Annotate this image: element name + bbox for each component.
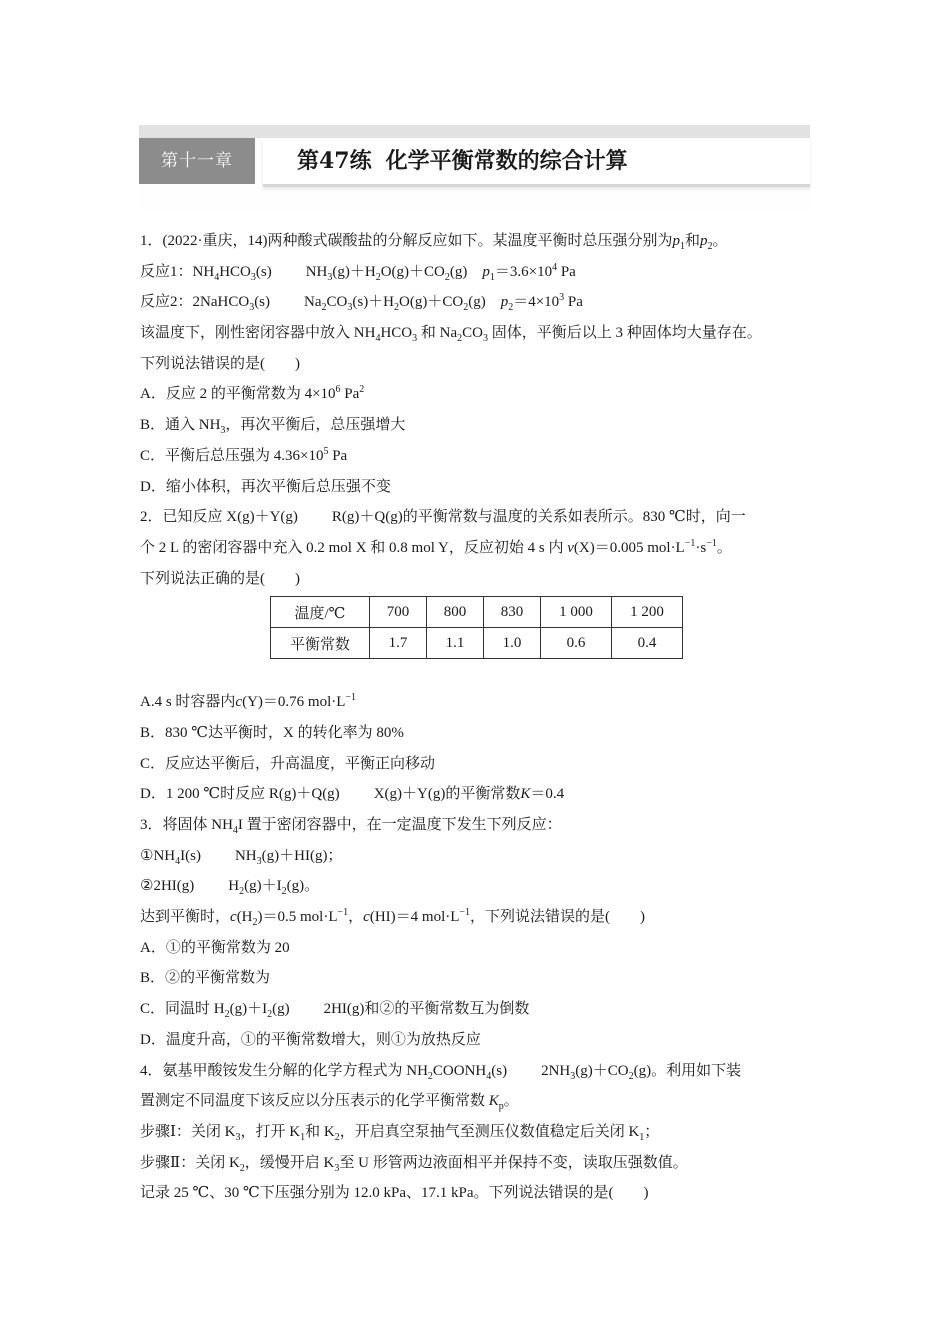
q2-option-b: B．830 ℃达平衡时，X 的转化率为 80% [140, 724, 404, 741]
banner-top-strip [139, 125, 810, 138]
chapter-banner [139, 125, 810, 220]
q1-option-a: A．反应 2 的平衡常数为 $4\times 10^6$ Pa$^2$ [140, 384, 365, 403]
table-cell: 800 [427, 597, 484, 628]
q2-option-c: C．反应达平衡后，升高温度，平衡正向移动 [140, 755, 436, 772]
table-cell: 0.4 [612, 628, 683, 659]
q2-stem-1: 2．已知反应 X(g)＋Y(g) R(g)＋Q(g)的平衡常数与温度的关系如表所示。830 ℃时，向一 [140, 509, 746, 526]
q1-reaction-1: 反应1：$NH_4HCO_3(s)$ $NH_3(g)+H_2O(g)+CO_2(g)$ $p_1=3.6\times 10^4$ Pa [140, 261, 576, 283]
q1-ask: 下列说法错误的是( ) [140, 355, 300, 372]
q3-reaction-1: $①NH_4I(s)$ $NH_3(g)+HI(g)$； [140, 847, 343, 867]
q2-option-d: D．1 200 ℃时反应 R(g)＋Q(g) X(g)＋Y(g)的平衡常数K＝0.4 [140, 786, 565, 803]
title-box [263, 138, 810, 187]
table-row [271, 628, 683, 659]
q2-ask: 下列说法正确的是( ) [140, 570, 300, 587]
q1-stem: 1．(2022·重庆，14)两种酸式碳酸盐的分解反应如下。某温度平衡时总压强分别为$p_1$和$p_2$。 [140, 233, 728, 252]
q4-stem-2: 置测定不同温度下该反应以分压表示的化学平衡常数 $K_p$。 [140, 1093, 519, 1113]
q1-option-b: B．通入 $NH_3$，再次平衡后，总压强增大 [140, 417, 406, 437]
table-cell: 1 200 [612, 597, 683, 628]
chapter-label: 第十一章 [139, 138, 255, 184]
question-content [140, 226, 830, 1209]
q1-option-d: D．缩小体积，再次平衡后总压强不变 [140, 478, 391, 495]
table-header-row [271, 597, 683, 628]
q1-option-c: C．平衡后总压强为 $4.36\times 10^5$ Pa [140, 445, 348, 464]
q2-stem-2: 个 2 L 的密闭容器中充入 0.2 mol X 和 0.8 mol Y，反应初始 4 s 内 v(X)＝0.005 $mol\cdot L^{-1}\cdot s^{-1}$。 [140, 537, 732, 556]
lesson-number: 第47练 [297, 148, 372, 174]
q2-option-a: A.4 s 时容器内c(Y)＝0.76 $mol\cdot L^{-1}$ [140, 692, 357, 711]
table-cell: 1.0 [484, 628, 541, 659]
q3-stem: 3．将固体 $NH_4I$ 置于密闭容器中，在一定温度下发生下列反应： [140, 817, 562, 836]
table-cell: 0.6 [541, 628, 612, 659]
q4-ask: 记录 25 ℃、30 ℃下压强分别为 12.0 kPa、17.1 kPa。下列说法错误的是( ) [140, 1185, 649, 1202]
table-cell: 830 [484, 597, 541, 628]
q4-step-2: 步骤Ⅱ：关闭 $K_2$，缓慢开启 $K_3$至 U 形管两边液面相平并保持不变，读取压强数值。 [140, 1154, 688, 1174]
q3-option-c: C．同温时 $H_2(g)+I_2(g)$ 2HI(g)和②的平衡常数互为倒数 [140, 1001, 530, 1021]
q3-condition: 达到平衡时，$c(H_2)=0.5$ $mol\cdot L^{-1}$，c(HI)＝4 $mol\cdot L^{-1}$，下列说法错误的是( ) [140, 907, 646, 929]
table-cell: 温度/℃ [271, 597, 370, 628]
table-cell: 1.1 [427, 628, 484, 659]
q3-option-d: D．温度升高，①的平衡常数增大，则①为放热反应 [140, 1031, 481, 1048]
table-cell: 平衡常数 [271, 628, 370, 659]
q4-step-1: 步骤Ⅰ：关闭 $K_3$，打开 $K_1$和 $K_2$，开启真空泵抽气至测压仪数值稳定后关闭 $K_1$； [140, 1123, 660, 1143]
equilibrium-constant-table [270, 596, 683, 659]
q3-reaction-2: ②2HI(g) $H_2(g)+I_2(g)$。 [140, 878, 320, 898]
q1-reaction-2: 反应2：2NaHCO$_3$(s) $Na_2CO_3(s)+H_2O(g)+CO_2(g)$ $p_2=4\times 10^3$ Pa [140, 292, 583, 314]
q4-stem-1: 4．氨基甲酸铵发生分解的化学方程式为 $NH_2COONH_4(s)$ $2NH_3(g)+CO_2(g)$。利用如下装 [140, 1062, 742, 1082]
table-cell: 700 [370, 597, 427, 628]
table-cell: 1 000 [541, 597, 612, 628]
q3-option-b: B．②的平衡常数为 [140, 970, 271, 987]
table-cell: 1.7 [370, 628, 427, 659]
lesson-title: 化学平衡常数的综合计算 [385, 148, 628, 174]
q3-option-a: A．①的平衡常数为 20 [140, 939, 290, 956]
page-title [297, 138, 642, 184]
q1-condition: 该温度下，刚性密闭容器中放入 $NH_4HCO_3$ 和 $Na_2CO_3$ 固体，平衡后以上 3 种固体均大量存在。 [140, 325, 762, 345]
